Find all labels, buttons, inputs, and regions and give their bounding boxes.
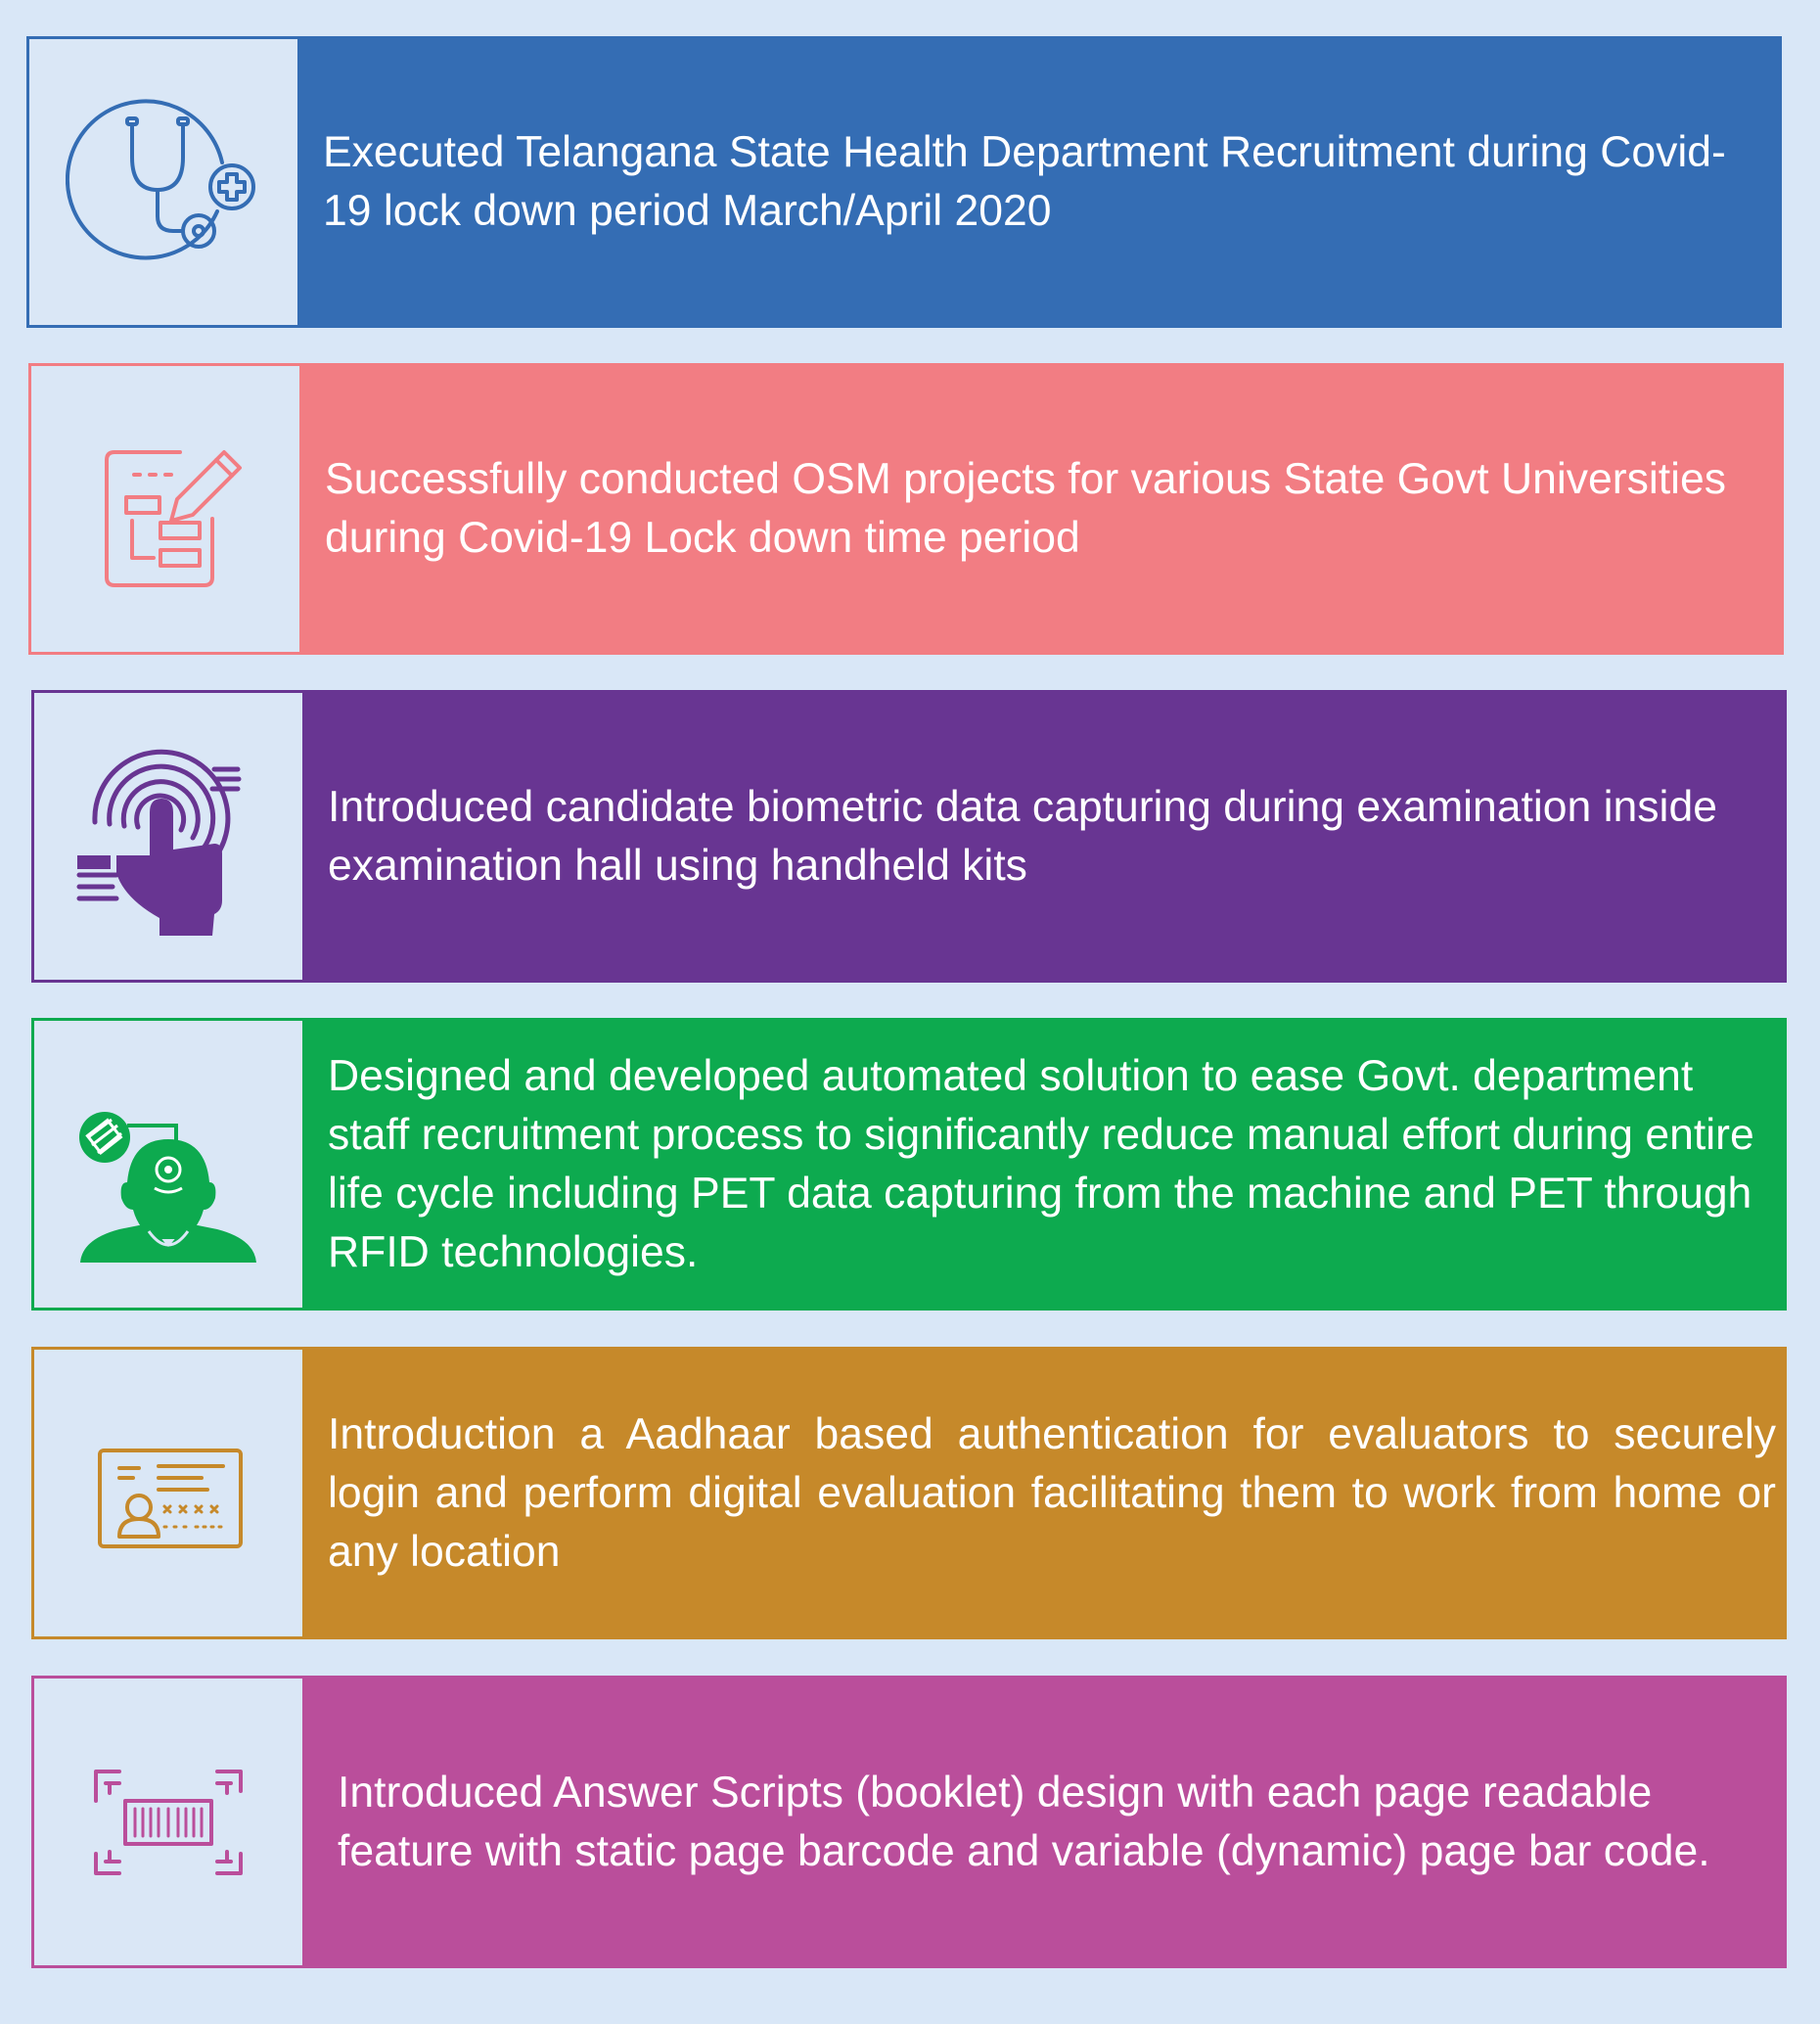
card-description: Designed and developed automated solution to ease Govt. department staff recruitment process to significantly reduce manual effort during entire life cycle including PET data capturing from the machine and PET through RFID technologies. (328, 1051, 1754, 1276)
icon-panel (34, 1679, 302, 1965)
icon-panel (31, 366, 299, 652)
id-card-icon (70, 1396, 266, 1591)
stethoscope-icon (66, 84, 261, 280)
card-description: Introduced candidate biometric data capturing during examination inside examination hall using handheld kits (328, 782, 1717, 890)
icon-panel (29, 39, 297, 325)
icon-panel (34, 1021, 302, 1308)
card-biometric-capture (31, 690, 1787, 983)
card-aadhaar-authentication (31, 1347, 1787, 1639)
card-description: Executed Telangana State Health Department Recruitment during Covid-19 lock down period March/April 2020 (323, 128, 1726, 235)
card-text-panel (302, 1679, 1784, 1965)
checklist-pencil-icon (68, 411, 263, 607)
card-description: Introduced Answer Scripts (booklet) design with each page readable feature with static page barcode and variable (dynamic) page bar code. (338, 1768, 1710, 1875)
card-text-panel (299, 366, 1781, 652)
fingerprint-touch-icon (66, 734, 271, 940)
card-osm-projects (28, 363, 1784, 655)
card-answer-scripts-barcode (31, 1676, 1787, 1968)
card-health-recruitment (26, 36, 1782, 328)
card-text-panel (302, 1021, 1784, 1308)
card-text-panel (302, 1350, 1784, 1636)
card-text-panel (297, 39, 1779, 325)
card-automated-recruitment (31, 1018, 1787, 1311)
card-text-panel (302, 693, 1784, 980)
icon-panel (34, 693, 302, 980)
card-description: Successfully conducted OSM projects for various State Govt Universities during Covid-19 Lock down time period (325, 455, 1726, 562)
barcode-scan-icon (70, 1725, 266, 1920)
icon-panel (34, 1350, 302, 1636)
face-scan-person-icon (70, 1067, 266, 1263)
card-description: Introduction a Aadhaar based authentication for evaluators to securely login and perform digital evaluation facilitating them to work from home or any location (328, 1409, 1776, 1576)
